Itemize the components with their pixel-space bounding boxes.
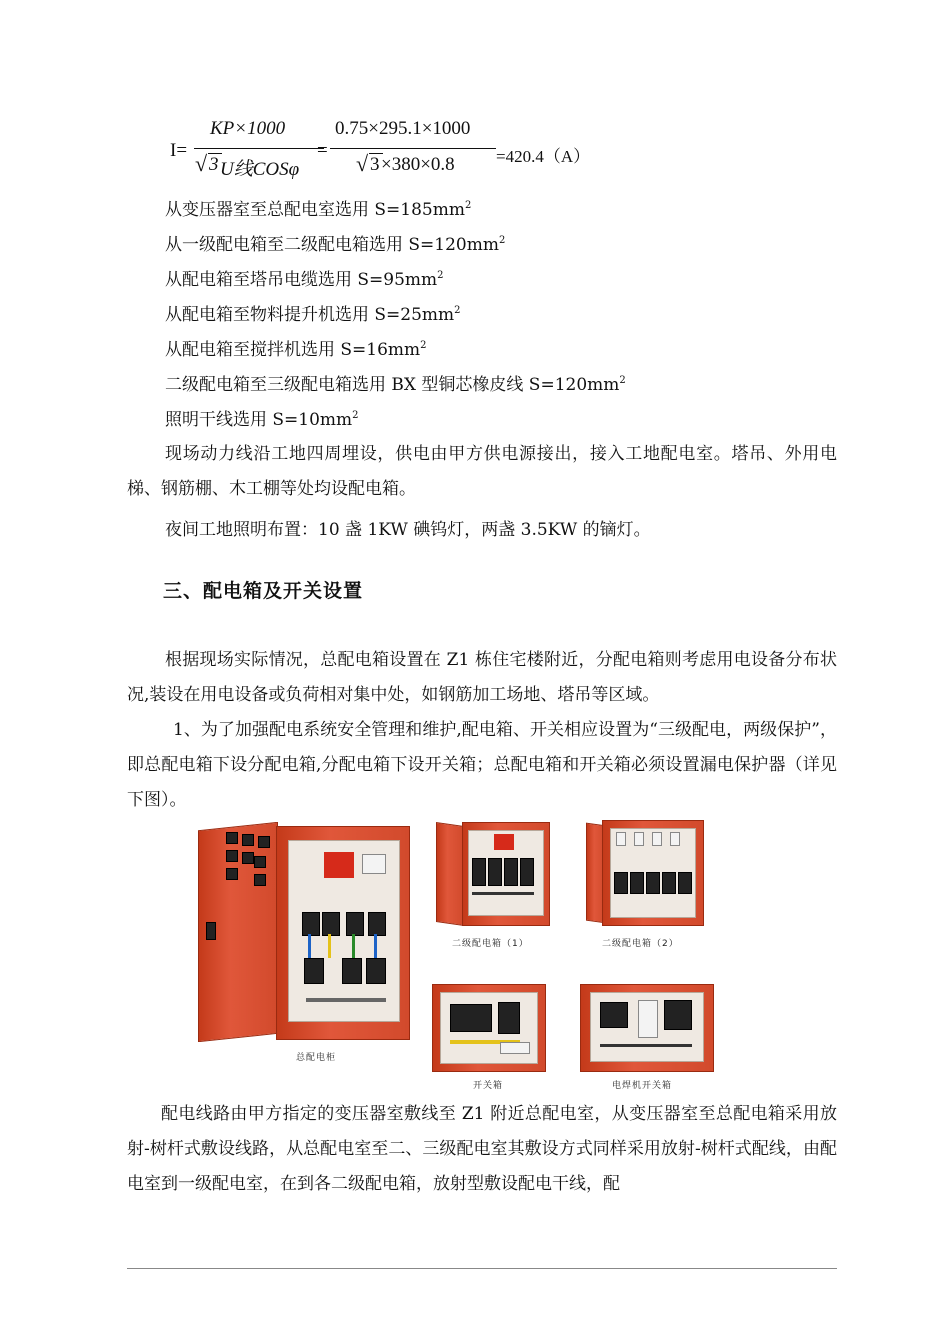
formula-frac1-numerator: KP×1000: [210, 118, 286, 139]
cable-line-4: [165, 304, 461, 326]
cable-line-5: [165, 339, 427, 361]
caption-main-cabinet: 总配电柜: [296, 1053, 337, 1063]
cable-line-text: 从配电箱至搅拌机选用 S=16mm: [165, 340, 421, 360]
superscript: 2: [464, 200, 472, 211]
formula-sqrt-sign-2: √: [356, 151, 369, 176]
cable-line-text: 二级配电箱至三级配电箱选用 BX 型铜芯橡皮线 S=120mm: [165, 375, 620, 395]
formula-sqrt-sign: √: [195, 151, 208, 176]
formula-frac1-bar: [194, 148, 324, 149]
formula-result: =420.4（A）: [496, 147, 591, 166]
paragraph-power-lines: 现场动力线沿工地四周埋设，供电由甲方供电源接出，接入工地配电室。塔吊、外用电梯、钢筋棚、木工棚等处均设配电箱。: [127, 444, 837, 499]
superscript: 2: [454, 305, 461, 316]
superscript: 2: [437, 270, 444, 281]
current-formula: [170, 118, 630, 180]
cable-line-text: 从配电箱至塔吊电缆选用 S=95mm: [165, 270, 438, 290]
paragraph-night-lighting: 夜间工地照明布置：10 盏 1KW 碘钨灯，两盏 3.5KW 的镝灯。: [165, 520, 651, 540]
formula-frac2-numerator: 0.75×295.1×1000: [335, 118, 471, 139]
formula-frac1-root: 3: [209, 154, 219, 175]
superscript: 2: [619, 375, 626, 386]
caption-secondary-box-2: 二级配电箱（2）: [602, 939, 679, 949]
cable-line-2: [165, 234, 505, 256]
formula-equals: =: [317, 140, 328, 161]
photo-secondary-box-2: [584, 818, 708, 928]
cable-line-text: 从配电箱至物料提升机选用 S=25mm: [165, 305, 455, 325]
cable-line-text: 从一级配电箱至二级配电箱选用 S=120mm: [165, 235, 499, 255]
paragraph-box-location: 根据现场实际情况，总配电箱设置在 Z1 栋住宅楼附近，分配电箱则考虑用电设备分布状况,装设在用电设备或负荷相对集中处，如钢筋加工场地、塔吊等区域。: [127, 650, 837, 705]
section-heading: 三、配电箱及开关设置: [163, 580, 364, 602]
caption-switch-box: 开关箱: [473, 1081, 504, 1091]
cable-line-3: [165, 269, 444, 291]
photo-secondary-box-1: [434, 822, 554, 928]
photo-main-cabinet: [196, 822, 426, 1042]
superscript: 2: [352, 410, 359, 421]
formula-lhs: I=: [170, 140, 188, 161]
formula-frac2-root: 3: [370, 154, 380, 175]
cable-line-1: [165, 199, 471, 221]
cable-line-6: [165, 374, 626, 396]
cable-line-text: 照明干线选用 S=10mm: [165, 410, 353, 430]
paragraph-three-level: 1、为了加强配电系统安全管理和维护,配电箱、开关相应设置为“三级配电，两级保护”，即总配电箱下设分配电箱,分配电箱下设开关箱；总配电箱和开关箱必须设置漏电保护器（详见下图）。: [127, 720, 837, 810]
caption-welder-switch-box: 电焊机开关箱: [612, 1081, 673, 1091]
formula-frac1-denominator: U线COSφ: [220, 159, 300, 180]
photo-welder-switch-box: [578, 982, 716, 1074]
formula-frac2-bar: [330, 148, 496, 149]
formula-frac2-denominator: ×380×0.8: [381, 154, 455, 175]
cable-line-7: [165, 409, 359, 431]
cable-line-text: 从变压器室至总配电室选用 S=185mm: [165, 200, 465, 220]
superscript: 2: [420, 340, 427, 351]
photo-switch-box: [430, 982, 548, 1074]
footer-rule: [127, 1268, 837, 1269]
paragraph-routing: 配电线路由甲方指定的变压器室敷线至 Z1 附近总配电室，从变压器室至总配电箱采用放射-树杆式敷设线路，从总配电室至二、三级配电室其敷设方式同样采用放射-树杆式配线，由配电室到一级配电室，在到各二级配电箱，放射型敷设配电干线，配: [127, 1104, 837, 1194]
superscript: 2: [498, 235, 506, 246]
caption-secondary-box-1: 二级配电箱（1）: [452, 939, 529, 949]
